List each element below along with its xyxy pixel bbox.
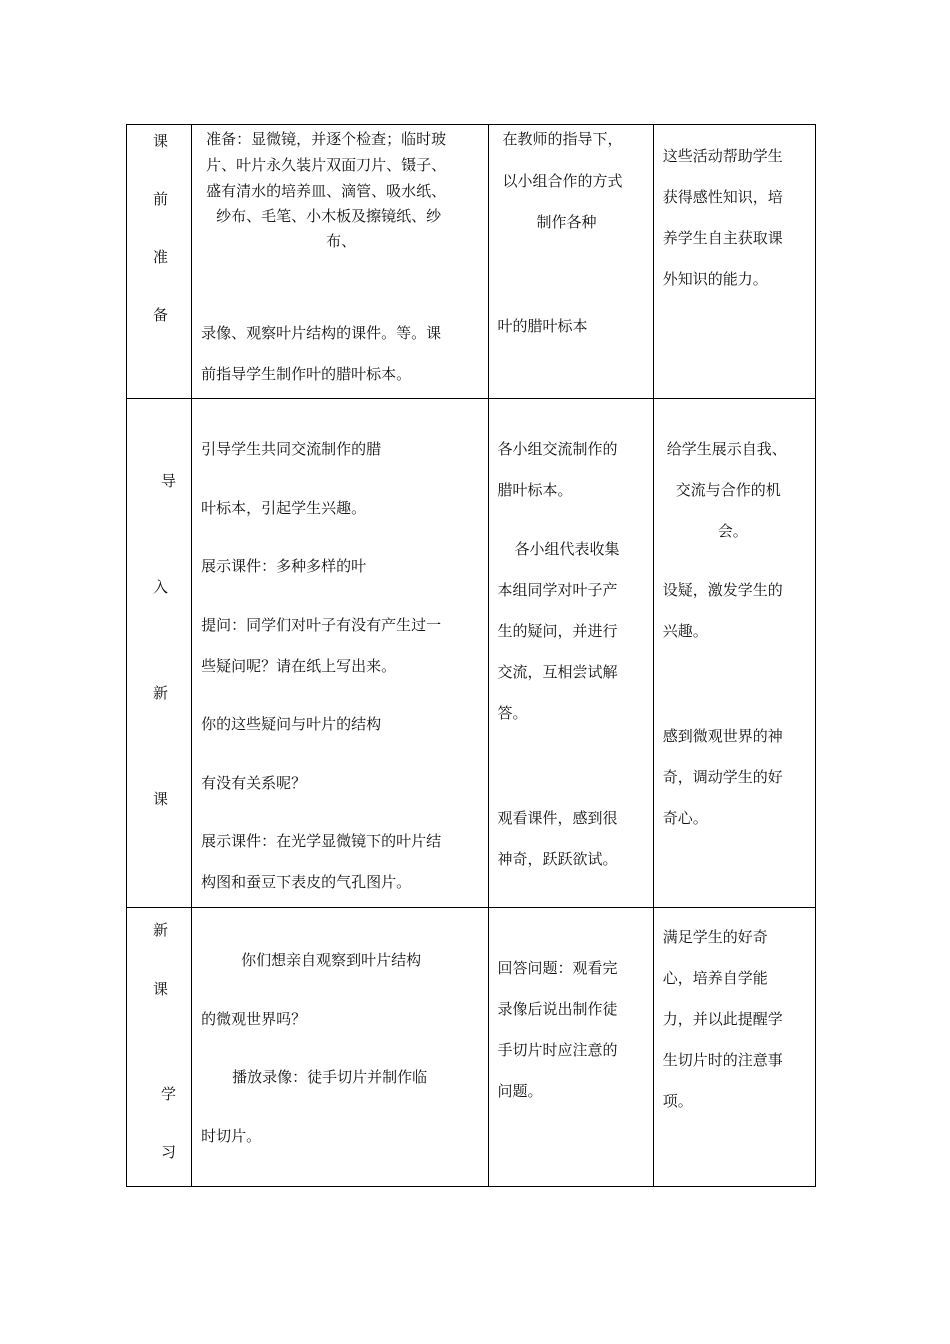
text-line: 心，培养自学能 xyxy=(662,969,768,987)
stage-char: 前 xyxy=(153,190,169,208)
text-line: 些疑问呢？请在纸上写出来。 xyxy=(201,657,397,675)
text-line: 兴趣。 xyxy=(662,622,708,640)
teacher-activity-cell xyxy=(192,125,488,399)
text-line: 交流，互相尝试解 xyxy=(497,663,618,681)
text-line: 叶标本，引起学生兴趣。 xyxy=(201,499,367,517)
table-row xyxy=(127,908,816,1187)
text-line: 提问：同学们对叶子有没有产生过一 xyxy=(201,616,442,634)
text-line: 叶的腊叶标本 xyxy=(497,317,588,335)
text-line: 感到微观世界的神 xyxy=(662,727,783,745)
student-activity-cell xyxy=(488,125,653,399)
text-line: 获得感性知识，培 xyxy=(662,188,783,206)
text-line: 奇心。 xyxy=(662,809,708,827)
text-line: 前指导学生制作叶的腊叶标本。 xyxy=(201,365,412,383)
stage-char: 学 xyxy=(161,1085,177,1103)
text-line: 时切片。 xyxy=(201,1127,262,1145)
text-line: 的微观世界吗？ xyxy=(201,1010,307,1028)
text-line: 会。 xyxy=(717,522,748,540)
stage-cell xyxy=(127,125,192,399)
stage-char: 新 xyxy=(153,921,169,939)
stage-char: 习 xyxy=(161,1143,177,1161)
text-line: 腊叶标本。 xyxy=(497,481,573,499)
text-line: 设疑，激发学生的 xyxy=(662,581,783,599)
text-line: 录像、观察叶片结构的课件。等。课 xyxy=(201,324,442,342)
text-line: 片、叶片永久装片双面刀片、镊子、 xyxy=(206,156,447,174)
text-line: 盛有清水的培养皿、滴管、吸水纸、 xyxy=(206,182,447,200)
text-line: 交流与合作的机 xyxy=(675,481,781,499)
text-line: 布、 xyxy=(326,232,357,250)
table-row xyxy=(127,125,816,399)
text-line: 回答问题：观看完 xyxy=(497,959,618,977)
text-line: 引导学生共同交流制作的腊 xyxy=(201,440,382,458)
stage-char: 导 xyxy=(161,472,177,490)
text-line: 你们想亲自观察到叶片结构 xyxy=(241,951,422,969)
stage-char: 备 xyxy=(153,306,169,324)
stage-char: 新 xyxy=(153,684,169,702)
text-line: 问题。 xyxy=(497,1082,543,1100)
table-row xyxy=(127,399,816,908)
text-line: 各小组代表收集 xyxy=(514,540,620,558)
text-line: 神奇，跃跃欲试。 xyxy=(497,850,618,868)
stage-cell xyxy=(127,399,192,908)
teacher-activity-cell xyxy=(192,908,488,1187)
text-line: 力，并以此提醒学 xyxy=(662,1010,783,1028)
text-line: 各小组交流制作的 xyxy=(497,440,618,458)
text-line: 满足学生的好奇 xyxy=(662,928,768,946)
text-line: 这些活动帮助学生 xyxy=(662,147,783,165)
text-line: 观看课件，感到很 xyxy=(497,809,618,827)
text-line: 以小组合作的方式 xyxy=(502,172,623,190)
student-activity-cell xyxy=(488,399,653,908)
text-line: 你的这些疑问与叶片的结构 xyxy=(201,715,382,733)
text-line: 生的疑问，并进行 xyxy=(497,622,618,640)
text-line: 本组同学对叶子产 xyxy=(497,581,618,599)
text-line: 外知识的能力。 xyxy=(662,270,768,288)
text-line: 答。 xyxy=(497,704,528,722)
stage-cell xyxy=(127,908,192,1187)
text-line: 展示课件：多种多样的叶 xyxy=(201,557,367,575)
text-line: 在教师的指导下， xyxy=(502,130,623,148)
stage-char: 课 xyxy=(153,132,169,150)
text-line: 准备：显微镜，并逐个检查；临时玻 xyxy=(206,130,447,148)
stage-char: 课 xyxy=(153,980,169,998)
design-intent-cell xyxy=(653,399,815,908)
text-line: 制作各种 xyxy=(536,213,597,231)
teacher-activity-cell xyxy=(192,399,488,908)
text-line: 构图和蚕豆下表皮的气孔图片。 xyxy=(201,873,412,891)
student-activity-cell xyxy=(488,908,653,1187)
stage-char: 准 xyxy=(153,248,169,266)
design-intent-cell xyxy=(653,125,815,399)
text-line: 纱布、毛笔、小木板及擦镜纸、纱 xyxy=(216,207,442,225)
text-line: 项。 xyxy=(662,1092,693,1110)
stage-char: 课 xyxy=(153,790,169,808)
text-line: 录像后说出制作徒 xyxy=(497,1000,618,1018)
text-line: 播放录像：徒手切片并制作临 xyxy=(232,1068,428,1086)
text-line: 展示课件：在光学显微镜下的叶片结 xyxy=(201,832,442,850)
text-line: 养学生自主获取课 xyxy=(662,229,783,247)
text-line: 有没有关系呢？ xyxy=(201,774,307,792)
text-line: 生切片时的注意事 xyxy=(662,1051,783,1069)
text-line: 给学生展示自我、 xyxy=(666,440,787,458)
text-line: 手切片时应注意的 xyxy=(497,1041,618,1059)
design-intent-cell xyxy=(653,908,815,1187)
text-line: 奇，调动学生的好 xyxy=(662,768,783,786)
stage-char: 入 xyxy=(153,578,169,596)
lesson-plan-table xyxy=(126,124,816,1187)
